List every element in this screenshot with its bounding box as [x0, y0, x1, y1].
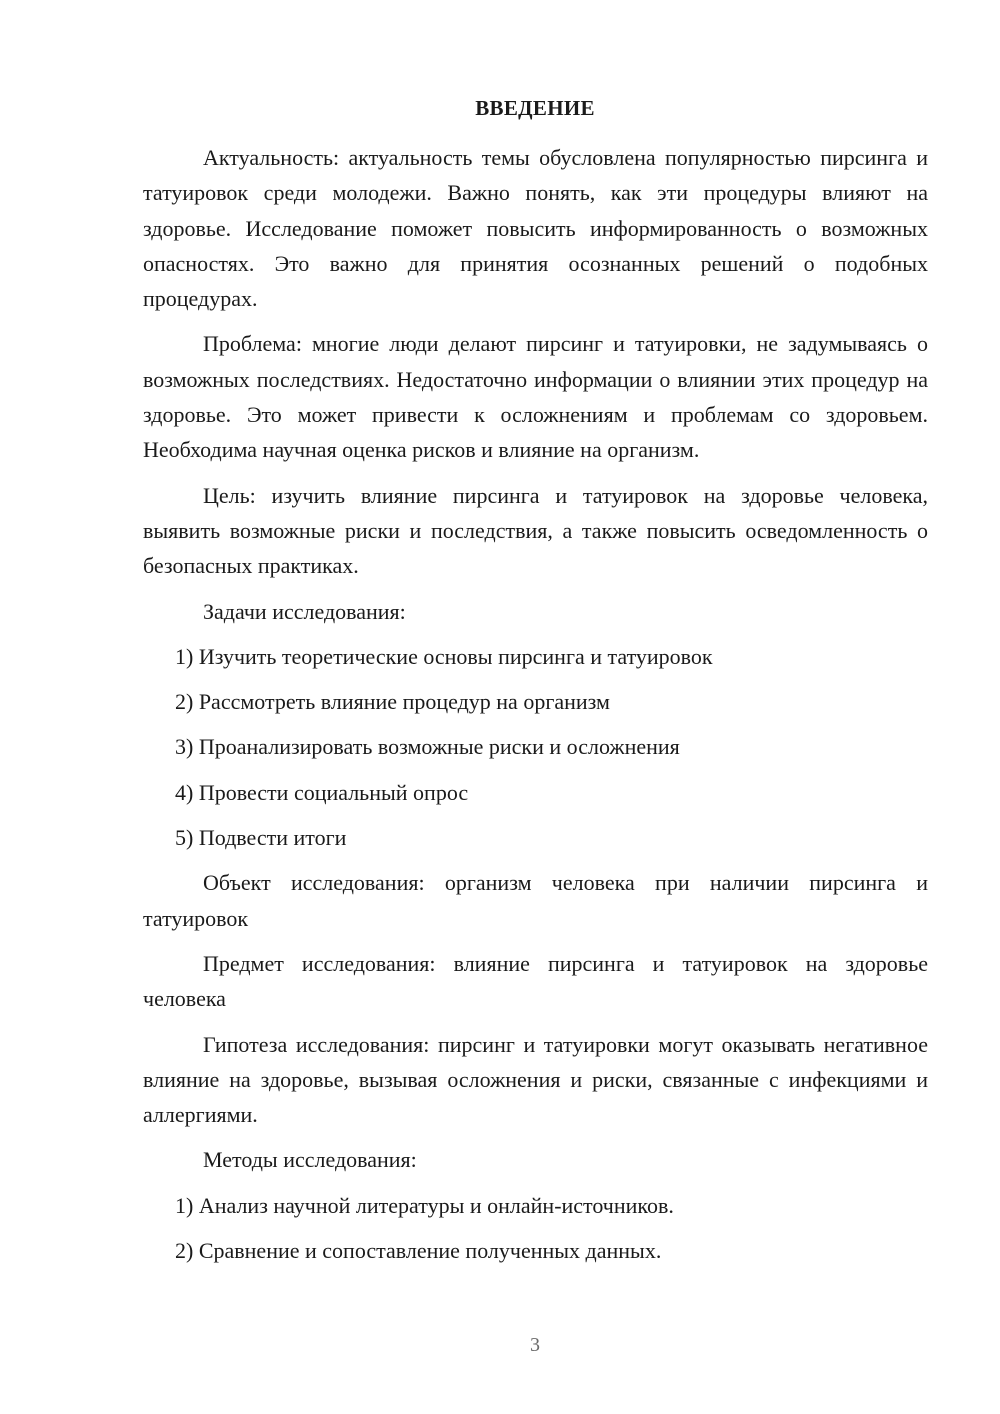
list-item: 2) Сравнение и сопоставление полученных данных.: [175, 1238, 662, 1264]
paragraph-goal: Цель: изучить влияние пирсинга и татуировок на здоровье человека, выявить возможные риски и последствия, а также повысить осведомленность о безопасных практиках.: [143, 482, 928, 579]
methods-title: Методы исследования:: [203, 1147, 417, 1173]
page-number: 3: [530, 1334, 540, 1356]
paragraph-problem: Проблема: многие люди делают пирсинг и татуировки, не задумываясь о возможных последствиях. Недостаточно информации о влиянии этих процедур на здоровье. Это может привести к осложнениям и проблемам со здоровьем. Необходима научная оценка рисков и влияние на организм.: [143, 331, 928, 463]
paragraph-relevance: Актуальность: актуальность темы обусловлена популярностью пирсинга и татуировок среди молодежи. Важно понять, как эти процедуры влияют на здоровье. Исследование поможет повысить информированность о возможных опасностях. Это важно для принятия осознанных решений о подобных процедурах.: [143, 145, 928, 312]
tasks-title: Задачи исследования:: [203, 598, 406, 624]
list-item: 1) Анализ научной литературы и онлайн-источников.: [175, 1192, 674, 1218]
list-item: 2) Рассмотреть влияние процедур на организм: [175, 689, 610, 715]
list-item: 4) Провести социальный опрос: [175, 779, 469, 805]
document-body: [143, 140, 928, 1278]
paragraph-object: Объект исследования: организм человека при наличии пирсинга и татуировок: [143, 870, 928, 931]
paragraph-subject: Предмет исследования: влияние пирсинга и татуировок на здоровье человека: [143, 950, 928, 1012]
paragraph-hypothesis: Гипотеза исследования: пирсинг и татуировки могут оказывать негативное влияние на здоровье, вызывая осложнения и риски, связанные с инфекциями и аллергиями.: [143, 1031, 928, 1128]
page-title: ВВЕДЕНИЕ: [475, 96, 595, 120]
list-item: 1) Изучить теоретические основы пирсинга и татуировок: [175, 643, 713, 669]
list-item: 3) Проанализировать возможные риски и осложнения: [175, 734, 680, 760]
list-item: 5) Подвести итоги: [175, 825, 347, 851]
